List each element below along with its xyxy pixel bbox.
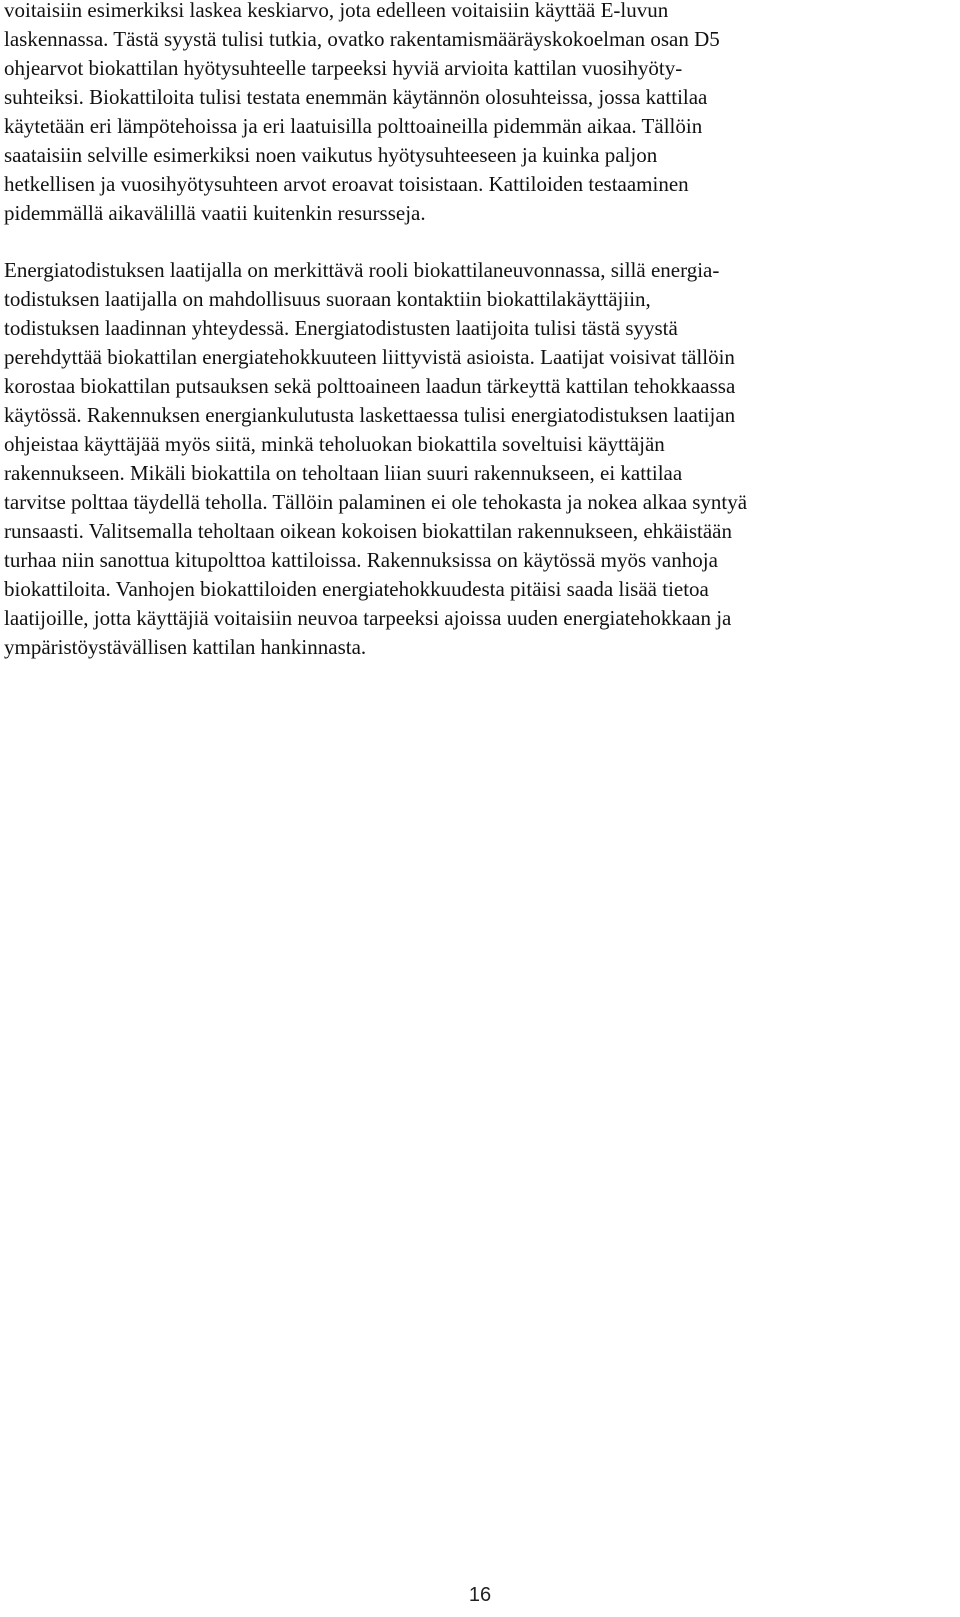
- text-line: ohjeistaa käyttäjää myös siitä, minkä teholuokan biokattila soveltuisi käyttäjän: [4, 432, 665, 456]
- text-line: ohjearvot biokattilan hyötysuhteelle tarpeeksi hyviä arvioita kattilan vuosihyöty-: [4, 56, 683, 80]
- text-line: Energiatodistuksen laatijalla on merkittävä rooli biokattilaneuvonnassa, sillä energia-: [4, 258, 720, 282]
- text-line: biokattiloita. Vanhojen biokattiloiden energiatehokkuudesta pitäisi saada lisää tietoa: [4, 577, 709, 601]
- text-line: todistuksen laadinnan yhteydessä. Energiatodistusten laatijoita tulisi tästä syystä: [4, 316, 678, 340]
- text-line: todistuksen laatijalla on mahdollisuus suoraan kontaktiin biokattilakäyttäjiin,: [4, 287, 651, 311]
- text-line: saataisiin selville esimerkiksi noen vaikutus hyötysuhteeseen ja kuinka paljon: [4, 143, 658, 167]
- text-line: käytetään eri lämpötehoissa ja eri laatuisilla polttoaineilla pidemmän aikaa. Tällöin: [4, 114, 703, 138]
- text-line: ympäristöystävällisen kattilan hankinnasta.: [4, 635, 367, 659]
- text-line: rakennukseen. Mikäli biokattila on teholtaan liian suuri rakennukseen, ei kattilaa: [4, 461, 683, 485]
- paragraph-2: [4, 256, 747, 662]
- text-line: voitaisiin esimerkiksi laskea keskiarvo, jota edelleen voitaisiin käyttää E-luvun: [4, 0, 669, 22]
- text-line: runsaasti. Valitsemalla teholtaan oikean kokoisen biokattilan rakennukseen, ehkäistään: [4, 519, 732, 543]
- text-line: laskennassa. Tästä syystä tulisi tutkia, ovatko rakentamismääräyskokoelman osan D5: [4, 27, 720, 51]
- text-line: tarvitse polttaa täydellä teholla. Tällöin palaminen ei ole tehokasta ja nokea alkaa syntyä: [4, 490, 748, 514]
- text-line: turhaa niin sanottua kitupolttoa kattiloissa. Rakennuksissa on käytössä myös vanhoja: [4, 548, 718, 572]
- text-line: pidemmällä aikavälillä vaatii kuitenkin resursseja.: [4, 201, 426, 225]
- text-line: hetkellisen ja vuosihyötysuhteen arvot eroavat toisistaan. Kattiloiden testaaminen: [4, 172, 689, 196]
- paragraph-1: [4, 0, 720, 228]
- text-line: korostaa biokattilan putsauksen sekä polttoaineen laadun tärkeyttä kattilan tehokkaassa: [4, 374, 736, 398]
- text-line: käytössä. Rakennuksen energiankulutusta laskettaessa tulisi energiatodistuksen laatijan: [4, 403, 736, 427]
- text-line: suhteiksi. Biokattiloita tulisi testata enemmän käytännön olosuhteissa, jossa kattilaa: [4, 85, 708, 109]
- text-line: perehdyttää biokattilan energiatehokkuuteen liittyvistä asioista. Laatijat voisivat tällöin: [4, 345, 735, 369]
- page-number: 16: [468, 1584, 492, 1606]
- text-line: laatijoille, jotta käyttäjiä voitaisiin neuvoa tarpeeksi ajoissa uuden energiatehokkaan ja: [4, 606, 732, 630]
